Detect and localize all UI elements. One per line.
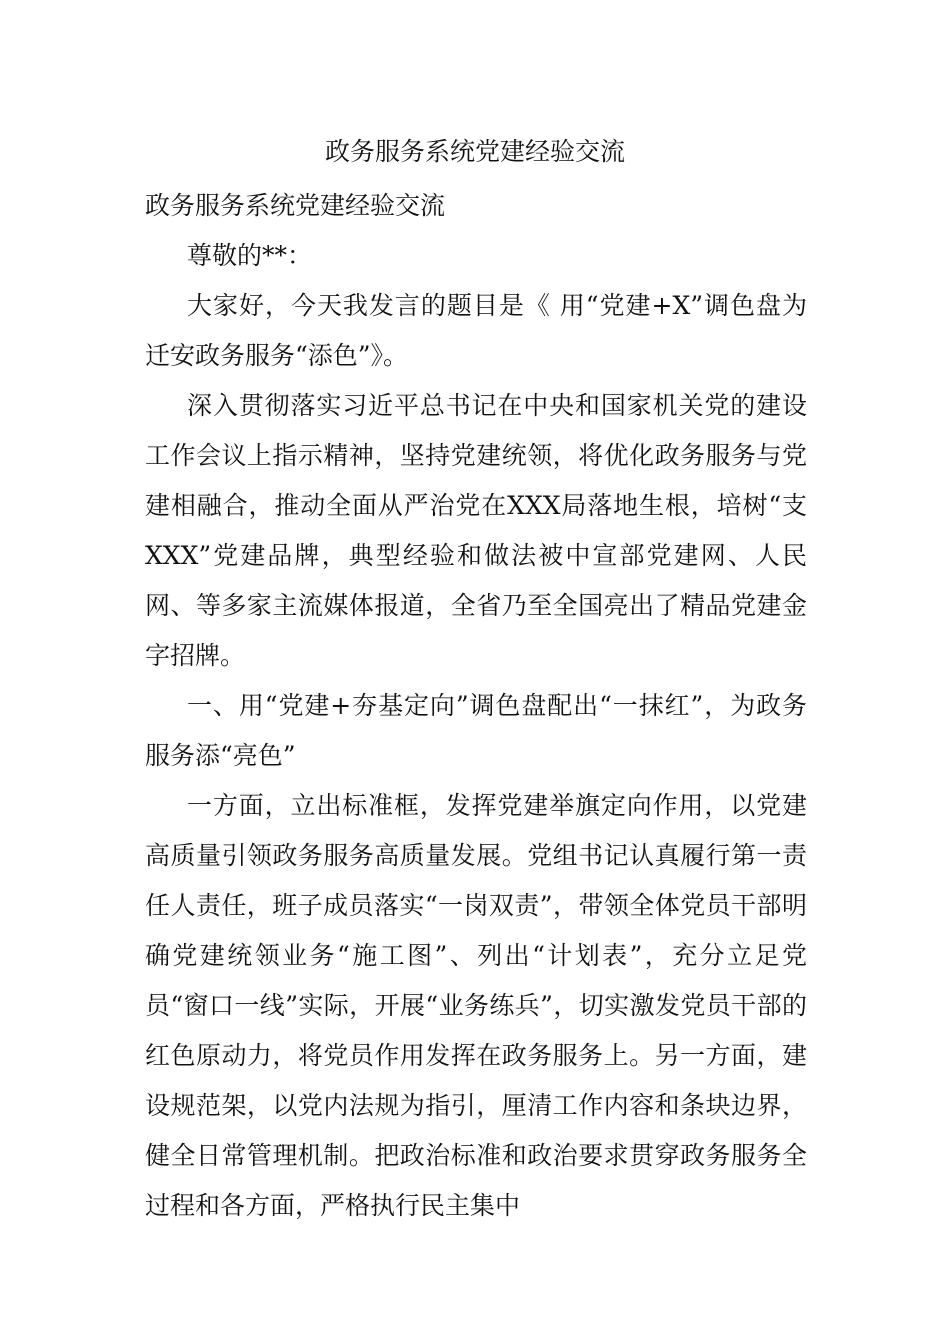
paragraph-greeting: 大家好，今天我发言的题目是《 用“党建+X”调色盘为迁安政务服务“添色”》。 bbox=[145, 291, 807, 370]
paragraph-salutation: 尊敬的**： bbox=[187, 241, 313, 270]
document-body bbox=[145, 181, 807, 1231]
paragraph-intro: 深入贯彻落实习近平总书记在中央和国家机关党的建设工作会议上指示精神，坚持党建统领，将优化政务服务与党建相融合，推动全面从严治党在XXX局落地生根，培树“支XXX”党建品牌，典型经验和做法被中宣部党建网、人民网、等多家主流媒体报道，全省乃至全国亮出了精品党建金字招牌。 bbox=[145, 391, 807, 670]
paragraph-section-1: 一方面，立出标准框，发挥党建举旗定向作用，以党建高质量引领政务服务高质量发展。党组书记认真履行第一责任人责任，班子成员落实“一岗双责”，带领全体党员干部明确党建统领业务“施工图”、列出“计划表”，充分立足党员“窗口一线”实际，开展“业务练兵”，切实激发党员干部的红色原动力，将党员作用发挥在政务服务上。另一方面，建设规范架，以党内法规为指引，厘清工作内容和条块边界，健全日常管理机制。把政治标准和政治要求贯穿政务服务全过程和各方面，严格执行民主集中 bbox=[145, 791, 807, 1220]
paragraph-subtitle: 政务服务系统党建经验交流 bbox=[145, 191, 446, 220]
document-title: 政务服务系统党建经验交流 bbox=[324, 137, 625, 166]
section-heading-1: 一、用“党建+夯基定向”调色盘配出“一抹红”，为政务服务添“亮色” bbox=[145, 691, 807, 770]
